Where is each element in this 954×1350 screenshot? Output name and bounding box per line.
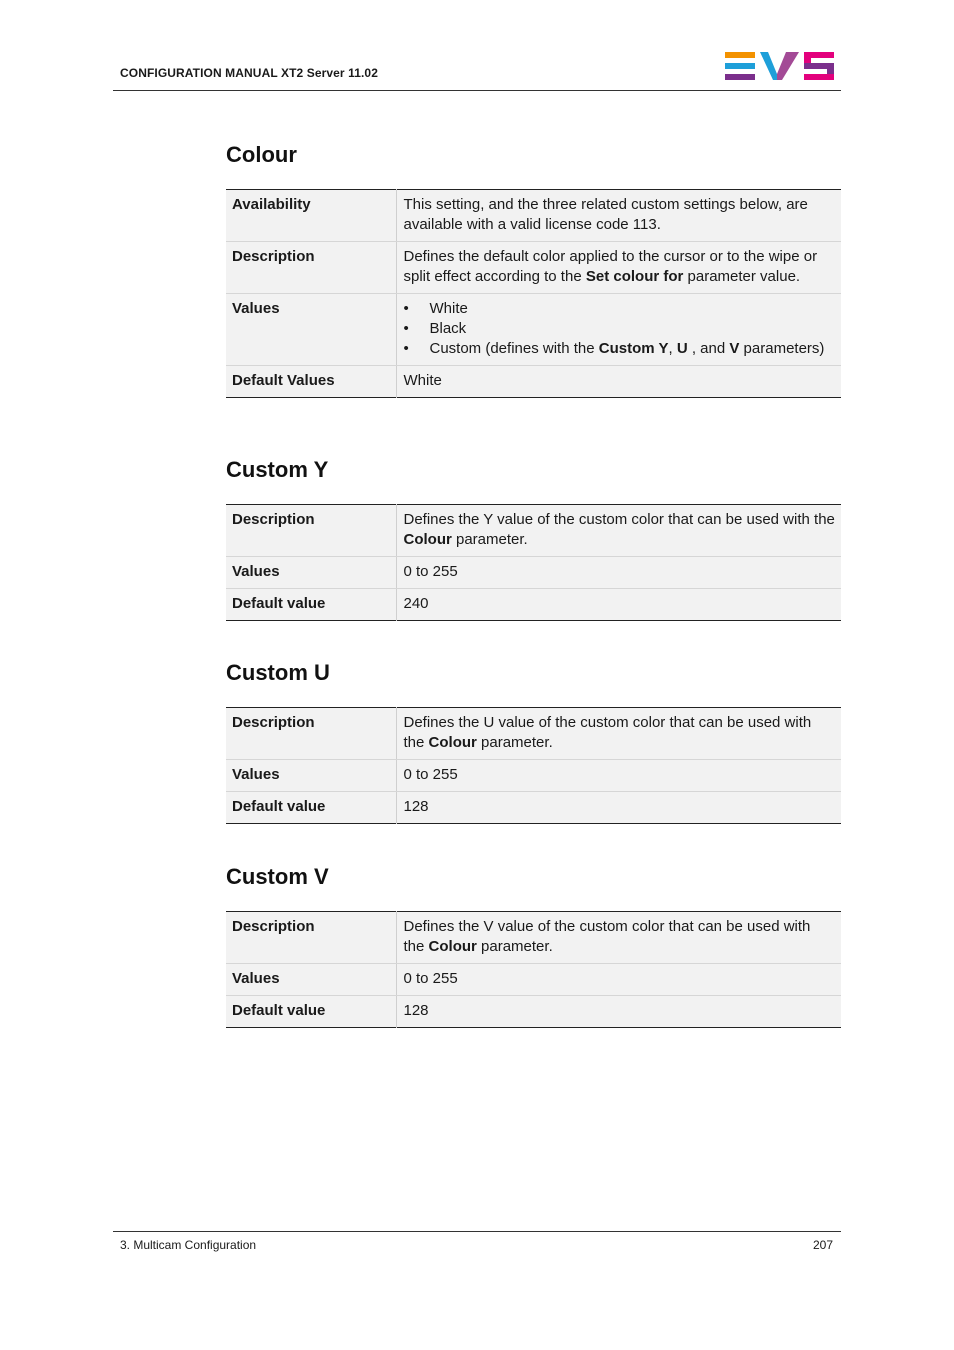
header-divider	[113, 90, 841, 91]
table-row	[226, 505, 841, 557]
section-title-custom-u: Custom U	[226, 660, 330, 685]
description-text: Defines the Y value of the custom color that can be used with the Colour parameter.	[396, 505, 841, 557]
footer-chapter: 3. Multicam Configuration	[120, 1238, 257, 1252]
table-row	[226, 557, 841, 589]
table-row	[226, 792, 841, 824]
table-row	[226, 366, 841, 398]
table-row	[226, 964, 841, 996]
table-row	[226, 760, 841, 792]
default-value-text: 128	[396, 996, 841, 1028]
default-value-text: 128	[396, 792, 841, 824]
values-label: Values	[226, 760, 396, 792]
availability-label: Availability	[226, 190, 396, 242]
values-label: Values	[226, 557, 396, 589]
values-list	[404, 299, 836, 359]
default-value-label: Default value	[226, 996, 396, 1028]
list-item: • White	[404, 299, 836, 319]
section-title-custom-v: Custom V	[226, 864, 329, 889]
list-item: • Custom (defines with the Custom Y, U , and V parameters)	[404, 339, 836, 359]
default-values-text: White	[396, 366, 841, 398]
document-header-title: CONFIGURATION MANUAL XT2 Server 11.02	[120, 66, 378, 80]
page-number: 207	[812, 1238, 833, 1252]
description-text: Defines the V value of the custom color that can be used with the Colour parameter.	[396, 912, 841, 964]
custom-u-parameter-table	[226, 707, 841, 824]
list-item: • Black	[404, 319, 836, 339]
evs-logo	[724, 52, 836, 82]
table-row	[226, 242, 841, 294]
description-label: Description	[226, 505, 396, 557]
table-row	[226, 708, 841, 760]
table-row	[226, 294, 841, 366]
custom-y-parameter-table	[226, 504, 841, 621]
default-values-label: Default Values	[226, 366, 396, 398]
values-list-cell	[396, 294, 841, 366]
values-text: 0 to 255	[396, 964, 841, 996]
availability-text: This setting, and the three related custom settings below, are available with a valid license code 113.	[396, 190, 841, 242]
table-row	[226, 190, 841, 242]
default-value-text: 240	[396, 589, 841, 621]
section-title-custom-y: Custom Y	[226, 457, 329, 482]
table-row	[226, 996, 841, 1028]
table-row	[226, 912, 841, 964]
description-label: Description	[226, 242, 396, 294]
colour-parameter-table	[226, 189, 841, 398]
description-text: Defines the U value of the custom color that can be used with the Colour parameter.	[396, 708, 841, 760]
values-text: 0 to 255	[396, 557, 841, 589]
default-value-label: Default value	[226, 792, 396, 824]
footer-divider	[113, 1231, 841, 1232]
values-label: Values	[226, 294, 396, 366]
values-text: 0 to 255	[396, 760, 841, 792]
custom-v-parameter-table	[226, 911, 841, 1028]
description-label: Description	[226, 912, 396, 964]
values-label: Values	[226, 964, 396, 996]
table-row	[226, 589, 841, 621]
default-value-label: Default value	[226, 589, 396, 621]
description-text: Defines the default color applied to the cursor or to the wipe or split effect according to the Set colour for parameter value.	[396, 242, 841, 294]
description-label: Description	[226, 708, 396, 760]
section-title-colour: Colour	[226, 142, 297, 167]
